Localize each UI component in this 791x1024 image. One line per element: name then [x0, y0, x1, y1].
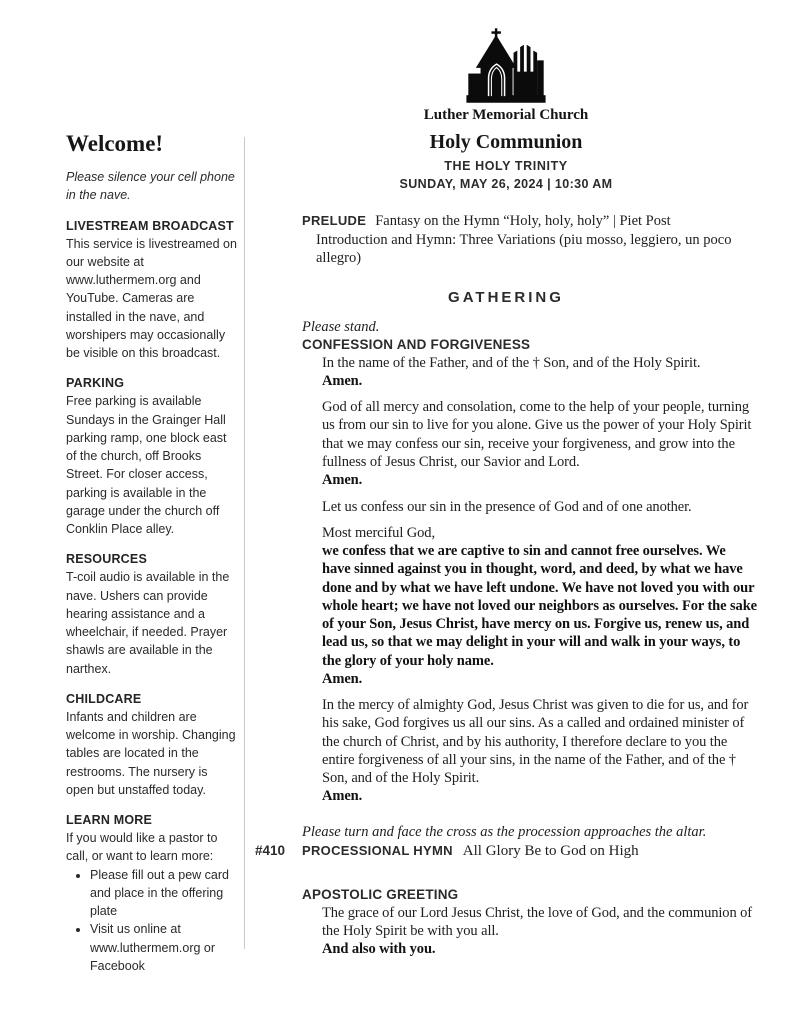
sidebar-section-learn-more	[66, 813, 238, 975]
sidebar-section-title: LEARN MORE	[66, 813, 153, 827]
liturgy-paragraph-group	[322, 354, 757, 391]
main-content	[255, 28, 757, 967]
confession-prayer: we confess that we are captive to sin and cannot free ourselves. We have sinned against you in thought, word, and deed, by what we have done and by what we have left undone. We have not loved you with our whole heart; we have not loved our neighbors as ourselves. For the sake of your Son, Jesus Christ, have mercy on us. Forgive us, renew us, and lead us, so that we may delight in your will and walk in your ways, to the glory of your holy name.	[322, 543, 758, 669]
hymn-title: All Glory Be to God on High	[462, 842, 639, 859]
sidebar	[66, 131, 238, 975]
liturgy-paragraph: In the name of the Father, and of the † Son, and of the Holy Spirit.	[322, 354, 701, 371]
greeting-response: And also with you.	[322, 941, 436, 958]
list-item: • Visit us online at www.luthermem.org or Facebook	[90, 920, 238, 975]
confession-liturgy	[322, 354, 757, 806]
liturgy-paragraph: Most merciful God,	[322, 524, 435, 541]
sidebar-section-title: PARKING	[66, 376, 125, 391]
processional-hymn-line	[255, 843, 757, 860]
prelude-label: PRELUDE	[302, 213, 367, 228]
masthead	[255, 28, 757, 191]
sidebar-section-livestream	[66, 219, 238, 363]
confession-heading: CONFESSION AND FORGIVENESS	[302, 336, 531, 352]
liturgy-paragraph: In the mercy of almighty God, Jesus Christ was given to die for us, and for his sake, God forgives us all our sins. As a called and ordained minister of the church of Christ, and by his authority, I therefore declare to you the entire forgiveness of all your sins, in the name of the Father, and of the † Son, and of the Holy Spirit.	[322, 697, 749, 787]
sidebar-section-body: Free parking is available Sundays in the Grainger Hall parking ramp, one block east of the church, off Brooks Street. For closer access, parking is available in the garage under the church off Conklin Place alley.	[66, 394, 227, 536]
service-title: Holy Communion	[429, 131, 583, 153]
prelude-detail: Introduction and Hymn: Three Variations (piu mosso, leggiero, un poco allegro)	[316, 231, 732, 267]
column-divider	[244, 137, 245, 949]
prelude-title: Fantasy on the Hymn “Holy, holy, holy” | Piet Post	[375, 213, 671, 229]
liturgy-paragraph-group	[322, 696, 757, 806]
sidebar-section-body: This service is livestreamed on our website at www.luthermem.org and YouTube. Cameras are installed in the nave, and worshipers may occasionally be visible on this broadcast.	[66, 236, 237, 360]
liturgy-paragraph-group	[322, 398, 757, 489]
response-amen: Amen.	[322, 472, 363, 489]
sidebar-section-resources	[66, 552, 238, 678]
hymn-number: #410	[255, 842, 286, 858]
sidebar-section-title: CHILDCARE	[66, 691, 142, 706]
sidebar-section-body: Infants and children are welcome in worship. Changing tables are located in the restrooms. The nursery is open but unstaffed today.	[66, 709, 236, 797]
sidebar-section-title: LIVESTREAM BROADCAST	[66, 218, 234, 233]
prelude-line	[302, 212, 757, 268]
sidebar-section-parking	[66, 376, 238, 538]
rubric-procession: Please turn and face the cross as the procession approaches the altar.	[302, 823, 707, 840]
church-silhouette-icon	[457, 28, 555, 104]
liturgy-paragraph-group	[322, 498, 757, 516]
list-item: • Please fill out a pew card and place in the offering plate	[90, 866, 238, 921]
liturgy-paragraph: God of all mercy and consolation, come to the help of your people, turning us from our sin to live for you alone. Give us the power of your Holy Spirit that we may confess our sin, receive your forgiveness, and grow into the fullness of Jesus Christ, our Savior and Lord.	[322, 399, 752, 470]
liturgy-paragraph-group	[322, 524, 757, 688]
greeting-text: The grace of our Lord Jesus Christ, the love of God, and the communion of the Holy Spirit be with you all.	[322, 904, 753, 940]
apostolic-greeting-heading: APOSTOLIC GREETING	[302, 886, 459, 902]
rubric-please-stand: Please stand.	[302, 318, 380, 335]
silence-note: Please silence your cell phone in the nave.	[66, 170, 235, 203]
liturgy-paragraph-group	[322, 904, 757, 959]
feast-day: THE HOLY TRINITY	[444, 159, 568, 173]
welcome-title: Welcome!	[66, 131, 164, 156]
sidebar-section-body: If you would like a pastor to call, or want to learn more:	[66, 831, 218, 864]
sidebar-section-childcare	[66, 692, 238, 799]
service-datetime: SUNDAY, MAY 26, 2024 | 10:30 AM	[399, 177, 613, 191]
response-amen: Amen.	[322, 788, 363, 805]
response-amen: Amen.	[322, 372, 363, 389]
sidebar-section-body: T-coil audio is available in the nave. Ushers can provide hearing assistance and a wheelchair, if needed. Prayer shawls are available in the narthex.	[66, 570, 230, 676]
response-amen: Amen.	[322, 670, 363, 687]
greeting-liturgy	[322, 904, 757, 959]
sidebar-section-title: RESOURCES	[66, 552, 147, 567]
gathering-heading: GATHERING	[448, 288, 564, 306]
learn-more-list	[66, 866, 238, 976]
liturgy-paragraph: Let us confess our sin in the presence of God and of one another.	[322, 498, 692, 515]
processional-hymn-label: PROCESSIONAL HYMN	[302, 842, 453, 858]
church-name: Luther Memorial Church	[423, 107, 589, 123]
